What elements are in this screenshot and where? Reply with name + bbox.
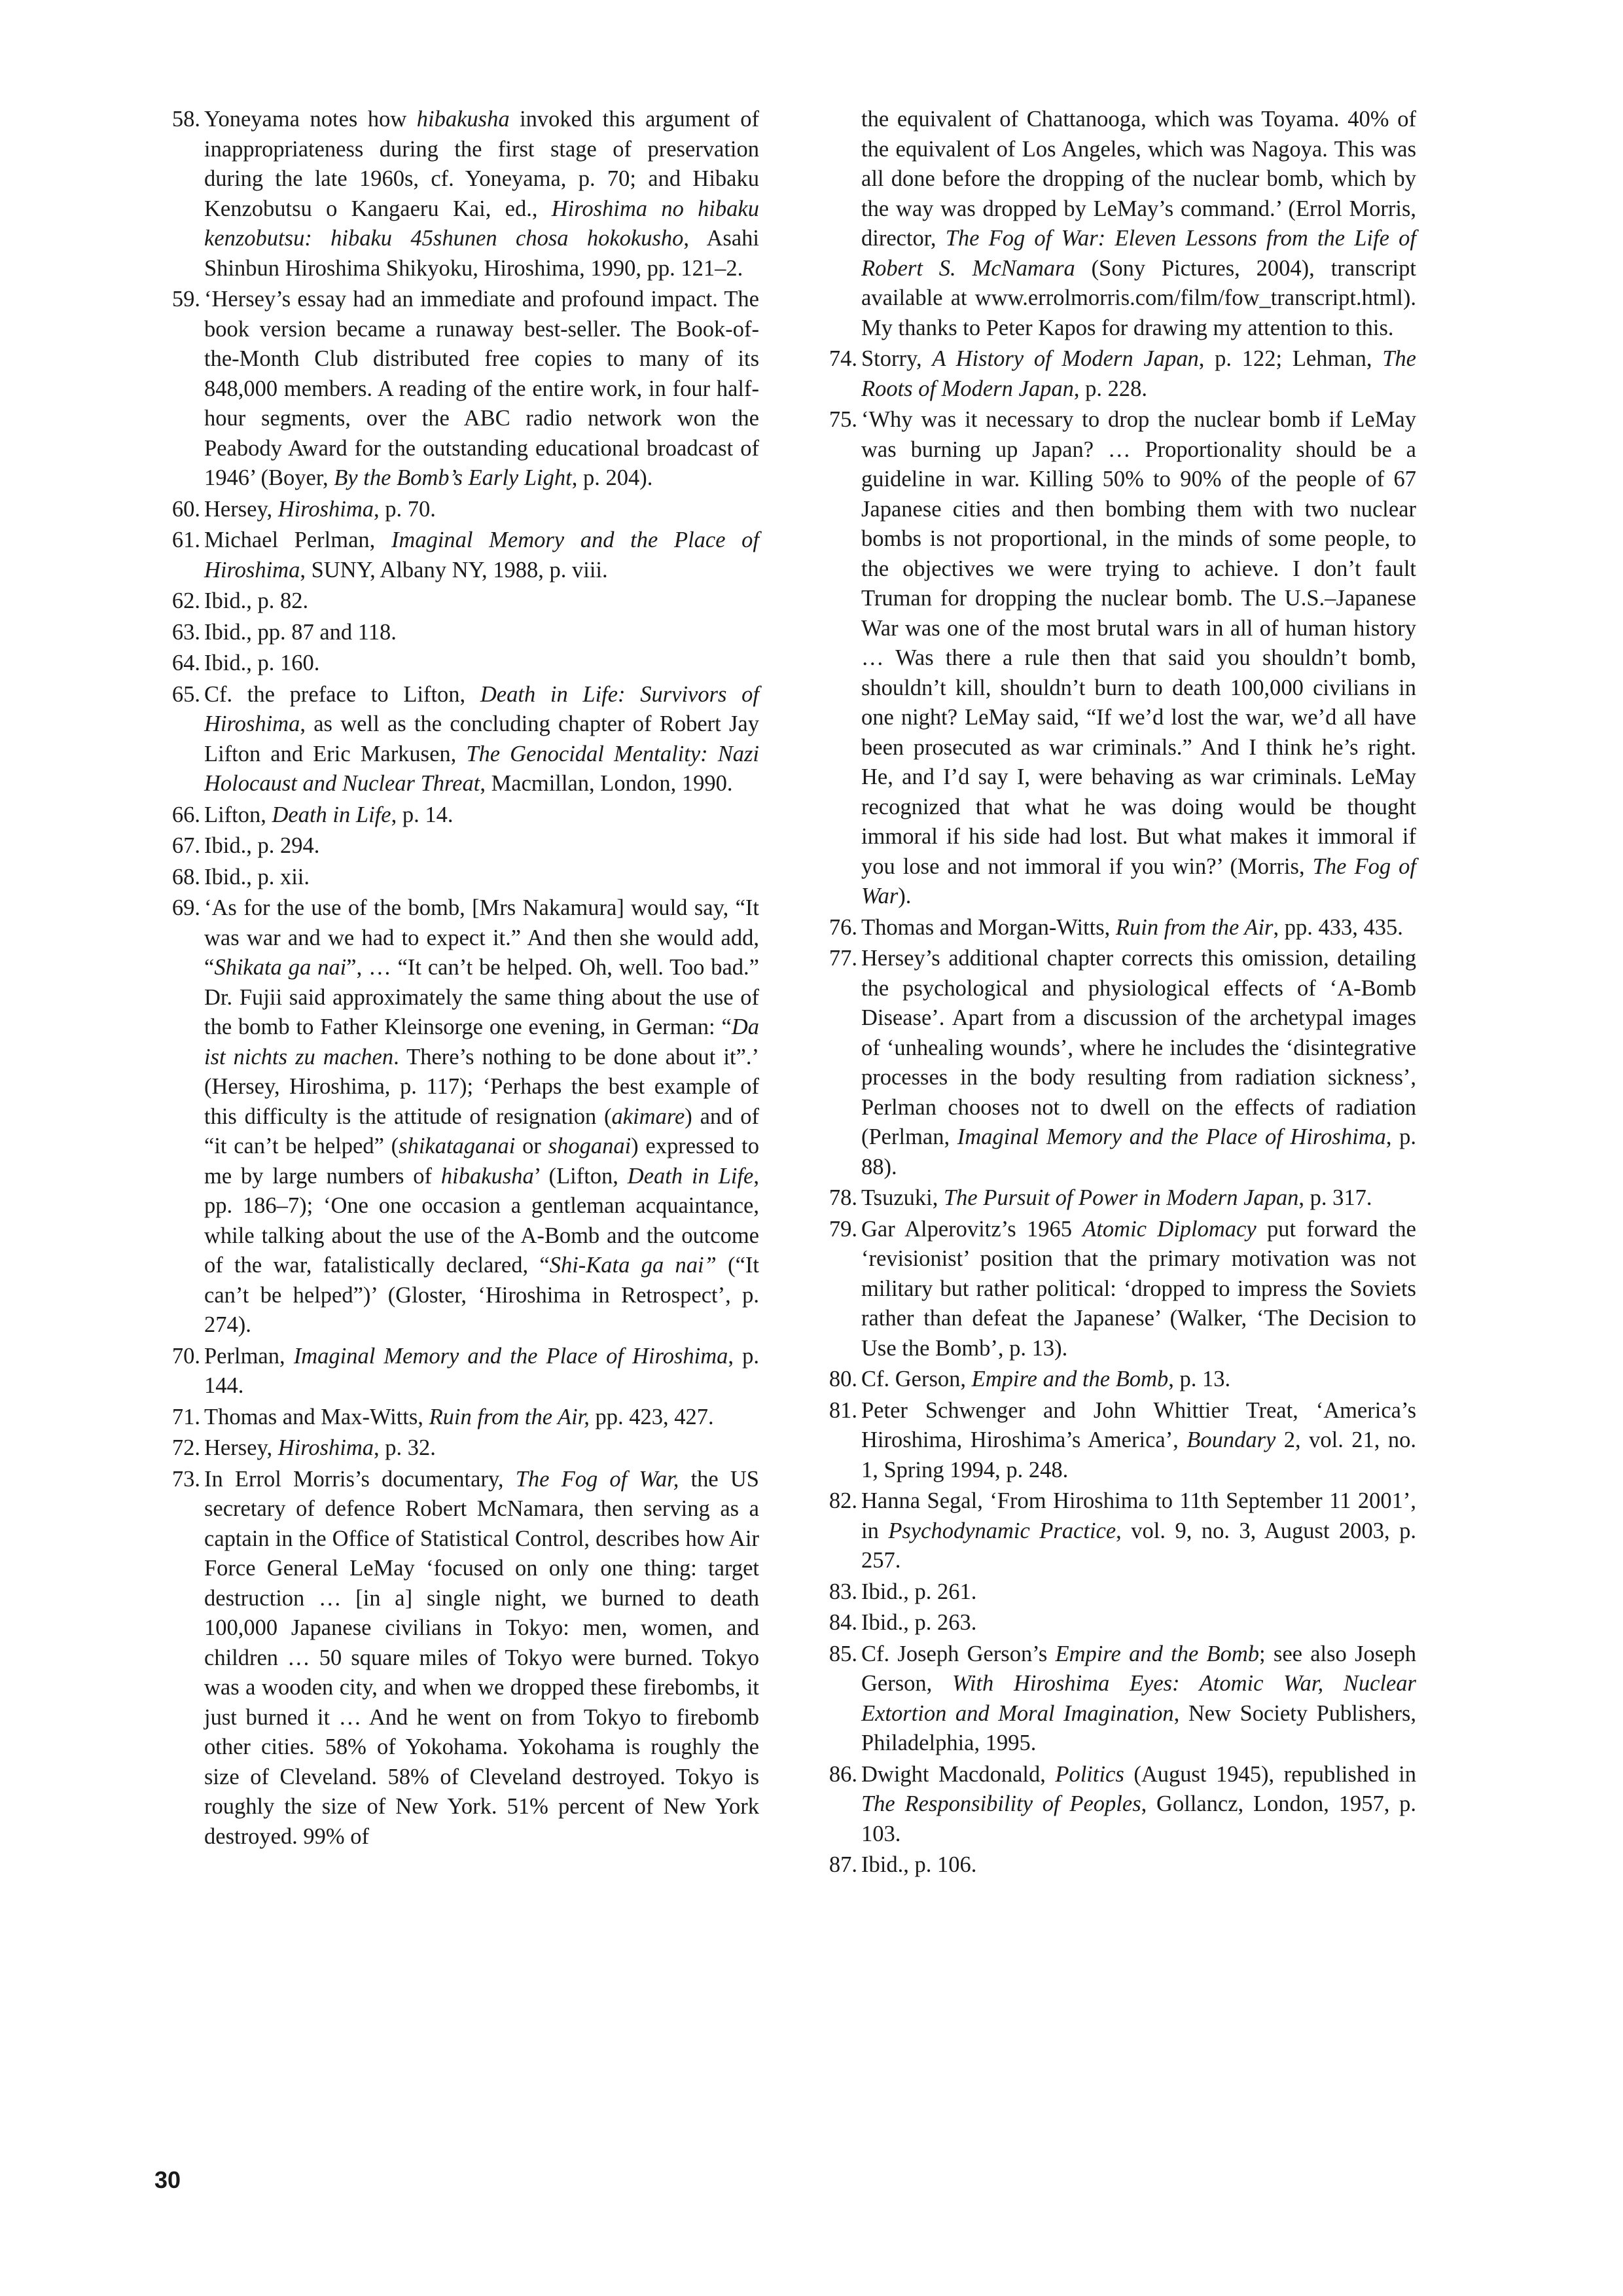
endnote-text [204, 831, 759, 861]
endnote [819, 1850, 1416, 1880]
endnote-italic-title: Da ist nichts zu machen [204, 1014, 759, 1069]
endnote-text-run: ; see also Joseph Gerson, [861, 1641, 1416, 1696]
endnote-italic-title: Ruin from the Air [1115, 914, 1274, 940]
endnote-text-run: Hersey, [204, 1435, 278, 1460]
endnote-text-run: , p. 13. [1168, 1367, 1231, 1391]
endnote-text-run: ‘Hersey’s essay had an immediate and profound impact. The book version became a runaway best-seller. The Book-of-the-Month Club distributed free copies to many of its 848,000 members. A reading of the entire work, in four half-hour segments, over the ABC radio network won the Peabody Award for the outstanding educational broadcast of 1946’ (Boyer, [204, 287, 759, 490]
endnote-number: 67. [171, 833, 200, 858]
endnote-text-run: Gar Alperovitz’s 1965 [861, 1216, 1083, 1242]
endnote-text [861, 344, 1416, 404]
endnote-text-run: , as well as the concluding chapter of Robert Jay Lifton and Eric Markusen, [204, 711, 759, 766]
endnote-italic-title: Hiroshima [277, 496, 374, 522]
endnote-text-run: , p. 14. [391, 802, 454, 827]
endnote-text-run: Cf. the preface to Lifton, [204, 681, 480, 707]
endnote-text-run: Cf. Joseph Gerson’s [861, 1641, 1056, 1666]
endnote-number: 80. [829, 1367, 857, 1391]
endnote-text-run: , New Society Publishers, Philadelphia, 1995. [861, 1700, 1416, 1755]
endnote-text [204, 1342, 759, 1401]
endnote [819, 405, 1416, 912]
endnote-italic-title: akimare [611, 1103, 685, 1129]
endnote-text-run: Dwight Macdonald, [861, 1761, 1056, 1787]
endnote-text-run: , vol. 9, no. 3, August 2003, p. 257. [861, 1518, 1416, 1573]
endnote-text-run: , p. 122; Lehman, [1198, 346, 1383, 371]
endnote-text-run: ) and of “it can’t be helped” ( [204, 1103, 759, 1158]
endnote [819, 1760, 1416, 1850]
endnote-text [204, 649, 759, 679]
endnote-text-run: pp. 423, 427. [589, 1404, 714, 1429]
endnote-text [861, 1183, 1416, 1213]
endnote-italic-title: Shi-Kata ga nai” [549, 1253, 717, 1278]
endnote-text-run: , p. 228. [1073, 376, 1147, 401]
endnote-text-run: . There’s nothing to be done about it”.’ (Hersey, Hiroshima, p. 117); ‘Perhaps the best example of this difficulty is the attitude of resignation ( [204, 1044, 759, 1129]
endnote-text-run: 2, vol. 21, no. 1, Spring 1994, p. 248. [861, 1427, 1416, 1482]
endnote-text-run: (“It can’t be helped”)’ (Gloster, ‘Hiroshima in Retrospect’, p. 274). [204, 1253, 759, 1337]
endnote-number: 87. [829, 1852, 857, 1877]
endnote-number: 68. [171, 864, 200, 889]
endnote [819, 1365, 1416, 1395]
endnote [819, 1486, 1416, 1576]
endnote-text [861, 1760, 1416, 1850]
endnote-italic-title: The Roots of Modern Japan [861, 346, 1416, 401]
endnote-text [204, 105, 759, 283]
endnote-text [861, 1365, 1416, 1395]
endnote [162, 800, 759, 831]
endnote-text-run: , pp. 186–7); ‘One one occasion a gentleman acquaintance, while talking about the use of the A-Bomb and the outcome of the war, fatalistically declared, “ [204, 1163, 759, 1278]
endnote [162, 105, 759, 283]
endnote [819, 1396, 1416, 1486]
endnote-italic-title: Politics [1055, 1761, 1124, 1787]
endnote [162, 863, 759, 893]
endnote-text-run: Storry, [861, 346, 933, 371]
endnote-number: 73. [171, 1466, 200, 1492]
endnote-text-run: the equivalent of Chattanooga, which was Toyama. 40% of the equivalent of Los Angeles, which was Nagoya. This was all done before the dropping of the nuclear bomb, which by the way was dropped by LeMay’s command.’ (Errol Morris, director, [861, 107, 1416, 251]
endnote-text-run: Tsuzuki, [861, 1185, 944, 1210]
endnote-text-run: , p. 88). [861, 1124, 1417, 1179]
endnote-text-run: Perlman, [204, 1343, 294, 1369]
endnote [162, 618, 759, 648]
endnote-text-run: ‘As for the use of the bomb, [Mrs Nakamura] would say, “It was war and we had to expect it.” And then she would add, “ [204, 895, 759, 980]
endnote [162, 1342, 759, 1401]
notes-column-left [162, 105, 759, 1853]
endnote-italic-title: Boundary [1186, 1427, 1276, 1452]
endnote-text [204, 800, 759, 831]
endnote-text [861, 105, 1416, 343]
endnote-italic-title: Atomic Diplomacy [1082, 1216, 1257, 1242]
endnote-text-run: (Sony Pictures, 2004), transcript available at www.errolmorris.com/film/fow_transcript.html). My thanks to Peter Kapos for drawing my attention to this. [861, 255, 1416, 340]
endnote-text-run: Yoneyama notes how [204, 107, 417, 132]
endnote-text-run: , p. 144. [204, 1343, 760, 1398]
endnote-italic-title: Imaginal Memory and the Place of Hiroshima [293, 1343, 728, 1369]
endnote-text [204, 863, 759, 893]
endnote-italic-title: Hiroshima no hibaku kenzobutsu: hibaku 45shunen chosa hokokusho [204, 196, 759, 251]
endnote-text [861, 944, 1416, 1182]
endnote-text [861, 1850, 1416, 1880]
endnote-italic-title: The Responsibility of Peoples [861, 1791, 1141, 1816]
endnote-text [204, 618, 759, 648]
endnote [162, 285, 759, 493]
endnote-italic-title: hibakusha [440, 1163, 534, 1189]
endnote-number: 58. [171, 107, 200, 132]
endnote-text-run: , Gollancz, London, 1957, p. 103. [861, 1791, 1416, 1846]
endnote-italic-title: Imaginal Memory and the Place of Hiroshima [204, 528, 759, 583]
endnote-text-run: or [515, 1134, 548, 1158]
endnote-italic-title: Psychodynamic Practice [888, 1518, 1116, 1543]
endnote-number: 65. [171, 681, 200, 707]
endnote-text [204, 495, 759, 525]
endnote-text [204, 285, 759, 493]
endnote-text [204, 680, 759, 799]
endnote [819, 105, 1416, 343]
endnote [819, 1183, 1416, 1213]
endnote-text-run: , p. 32. [374, 1435, 436, 1460]
endnote-italic-title: Imaginal Memory and the Place of Hiroshima [957, 1124, 1386, 1149]
endnote-number: 60. [171, 496, 200, 522]
endnote [162, 526, 759, 585]
endnote-italic-title: Hiroshima [277, 1435, 374, 1460]
endnote-text-run: ”, … “It can’t be helped. Oh, well. Too bad.” Dr. Fujii said approximately the same thing about the use of the bomb to Father Kleinsorge one evening, in German: “ [204, 955, 759, 1039]
notes-column-right [819, 105, 1416, 1882]
endnote-italic-title: Empire and the Bomb [1055, 1641, 1260, 1666]
endnote-text-run: ’ (Lifton, [533, 1163, 628, 1189]
endnote-text-run: , Macmillan, London, 1990. [480, 771, 733, 796]
endnote-text [204, 1465, 759, 1852]
endnote-text [861, 1215, 1416, 1364]
endnote-number: 64. [171, 651, 200, 675]
endnote-text-run: , p. 317. [1298, 1185, 1372, 1210]
endnote [162, 1465, 759, 1852]
endnote-text-run: Ibid., pp. 87 and 118. [204, 619, 397, 645]
endnote-number: 75. [829, 407, 857, 432]
endnote-italic-title: The Pursuit of Power in Modern Japan [944, 1185, 1299, 1210]
endnote-text-run: Ibid., p. 261. [861, 1579, 977, 1604]
endnote-text-run: Hersey’s additional chapter corrects this omission, detailing the psychological and physiological effects of ‘A-Bomb Disease’. Apart from a discussion of the archetypal images of ‘unhealing wounds’, where he includes the ‘disintegrative processes in the body resulting from radiation sickness’, Perlman chooses not to dwell on the effects of radiation (Perlman, [861, 946, 1416, 1149]
endnote-italic-title: By the Bomb’s Early Light [334, 465, 572, 490]
endnote-italic-title: Death in Life [272, 802, 391, 827]
endnote-italic-title: Shikata ga nai [214, 955, 347, 980]
endnote-italic-title: shoganai [548, 1134, 632, 1158]
endnote [162, 831, 759, 861]
endnote [819, 944, 1416, 1182]
endnote-number: 62. [171, 588, 200, 613]
endnote-text-run: Michael Perlman, [204, 528, 391, 552]
endnote [162, 1433, 759, 1463]
endnote-text-run: Hanna Segal, ‘From Hiroshima to 11th September 11 2001’, in [861, 1488, 1416, 1543]
endnote [819, 913, 1416, 943]
endnote-italic-title: The Fog of War [861, 853, 1416, 908]
endnote-number: 85. [829, 1641, 857, 1666]
endnote-italic-title: The Fog of War: Eleven Lessons from the Life of Robert S. McNamara [861, 226, 1416, 281]
endnote-number: 72. [171, 1435, 200, 1460]
endnote-text-run: , Asahi Shinbun Hiroshima Shikyoku, Hiroshima, 1990, pp. 121–2. [204, 226, 759, 281]
endnote-number: 66. [171, 802, 200, 827]
endnote-text [861, 1396, 1416, 1486]
endnote-text-run: Ibid., p. 106. [861, 1852, 977, 1877]
endnote [162, 1403, 759, 1433]
endnote-italic-title: hibakusha [416, 107, 510, 132]
endnote-italic-title: Death in Life: Survivors of Hiroshima [204, 681, 759, 736]
endnote-italic-title: shikataganai [399, 1134, 516, 1158]
endnote-text-run: , p. 70. [374, 496, 436, 522]
endnote-text-run: Ibid., p. xii. [204, 864, 310, 889]
endnote-italic-title: The Fog of War, [515, 1466, 679, 1492]
endnote-italic-title: The Genocidal Mentality: Nazi Holocaust and Nuclear Threat [204, 741, 759, 796]
endnote-number: 79. [829, 1216, 857, 1242]
endnote-number: 69. [171, 895, 200, 920]
endnote-text [861, 1577, 1416, 1607]
endnote-text-run: Peter Schwenger and John Whittier Treat, ‘America’s Hiroshima, Hiroshima’s America’, [861, 1397, 1416, 1452]
endnote-italic-title: Empire and the Bomb [971, 1367, 1169, 1391]
endnote [819, 1640, 1416, 1759]
endnote-text-run: Ibid., p. 294. [204, 833, 320, 858]
endnote-italic-title: Ruin from the Air, [429, 1404, 590, 1429]
endnote-text [861, 913, 1416, 943]
endnote-text [861, 1486, 1416, 1576]
endnote-text-run: Ibid., p. 263. [861, 1610, 977, 1635]
endnote-text-run: (August 1945), republished in [1124, 1761, 1416, 1787]
endnote-text [204, 526, 759, 585]
endnote [162, 649, 759, 679]
endnote-text-run: invoked this argument of inappropriateness during the first stage of preservation during the late 1960s, cf. Yoneyama, p. 70; and Hibaku Kenzobutsu o Kangaeru Kai, ed., [204, 107, 759, 221]
endnote [819, 1577, 1416, 1607]
endnote-number: 84. [829, 1610, 857, 1635]
endnote-number: 77. [829, 946, 857, 971]
endnote [162, 680, 759, 799]
endnote-number: 59. [171, 287, 200, 312]
endnote-text-run: ) expressed to me by large numbers of [204, 1134, 760, 1189]
endnote-text [861, 1608, 1416, 1638]
endnote-number: 83. [829, 1579, 857, 1604]
endnote-italic-title: With Hiroshima Eyes: Atomic War, Nuclear Extortion and Moral Imagination [861, 1671, 1416, 1726]
endnote-number: 81. [829, 1397, 857, 1423]
endnote-number: 76. [829, 914, 857, 940]
endnote-text-run: Ibid., p. 160. [204, 651, 320, 675]
endnote-text [204, 893, 759, 1340]
endnote-text-run: In Errol Morris’s documentary, [204, 1466, 516, 1492]
endnote-text [204, 586, 759, 617]
endnote [819, 1608, 1416, 1638]
endnote-number: 82. [829, 1488, 857, 1513]
endnote-text-run: Cf. Gerson, [861, 1367, 972, 1391]
endnote [819, 1215, 1416, 1364]
endnote-text-run: , pp. 433, 435. [1273, 914, 1403, 940]
endnote-number: 74. [829, 346, 857, 371]
endnote-text [861, 405, 1416, 912]
page-number: 30 [154, 2166, 181, 2193]
endnote-number: 61. [171, 528, 200, 552]
endnote-text-run: , p. 204). [571, 465, 653, 490]
endnote-text-run: put forward the ‘revisionist’ position that the primary motivation was not military but rather political: ‘dropped to impress the Soviets rather than defeat the Japanese’ (Walker, ‘The Decision to Use the Bomb’, p. 13). [861, 1216, 1416, 1361]
endnote-text [204, 1403, 759, 1433]
endnote-italic-title: A History of Modern Japan [932, 346, 1199, 371]
endnote [162, 893, 759, 1340]
endnote-text-run: Ibid., p. 82. [204, 588, 309, 613]
endnote-text-run: , SUNY, Albany NY, 1988, p. viii. [300, 557, 608, 583]
endnote [162, 495, 759, 525]
endnote-number: 71. [171, 1404, 200, 1429]
endnote-italic-title: Death in Life [627, 1163, 754, 1189]
endnote-text-run: Hersey, [204, 496, 278, 522]
endnote-text-run: Thomas and Max-Witts, [204, 1404, 429, 1429]
endnote-text-run: the US secretary of defence Robert McNamara, then serving as a captain in the Office of Statistical Control, describes how Air Force General LeMay ‘focused on only one thing: target destruction … [in a] single night, we burned to death 100,000 Japanese civilians in Tokyo: men, women, and children … 50 square miles of Tokyo were burned. Tokyo was a wooden city, and when we dropped these firebombs, it just burned it … And he went on from Tokyo to firebomb other cities. 58% of Yokohama. Yokohama is roughly the size of Cleveland. 58% of Cleveland destroyed. Tokyo is roughly the size of New York. 51% percent of New York destroyed. 99% of [204, 1466, 759, 1849]
endnote [819, 344, 1416, 404]
endnote-text-run: ). [898, 884, 912, 908]
endnote-text [204, 1433, 759, 1463]
endnote-text-run: Lifton, [204, 802, 272, 827]
endnote-number: 63. [171, 619, 200, 645]
endnote-number: 86. [829, 1761, 857, 1787]
endnote [162, 586, 759, 617]
endnote-text-run: Thomas and Morgan-Witts, [861, 914, 1116, 940]
endnote-number: 70. [171, 1343, 200, 1369]
endnote-text-run: ‘Why was it necessary to drop the nuclear bomb if LeMay was burning up Japan? … Proportionality should be a guideline in war. Killing 50% to 90% of the people of 67 Japanese cities and then bombing them with two nuclear bombs is not proportional, in the minds of some people, to the objectives we were trying to achieve. I don’t fault Truman for dropping the nuclear bomb. The U.S.–Japanese War was one of the most brutal wars in all of human history … Was there a rule then that said you shouldn’t bomb, shouldn’t kill, shouldn’t burn to death 100,000 civilians in one night? LeMay said, “If we’d lost the war, we’d all have been prosecuted as war criminals.” And I think he’s right. He, and I’d say I, were behaving as war criminals. LeMay recognized that what he was doing would be thought immoral if his side had lost. But what makes it immoral if you lose and not immoral if you win?’ (Morris, [861, 407, 1416, 879]
endnote-text [861, 1640, 1416, 1759]
endnote-number: 78. [829, 1185, 857, 1210]
